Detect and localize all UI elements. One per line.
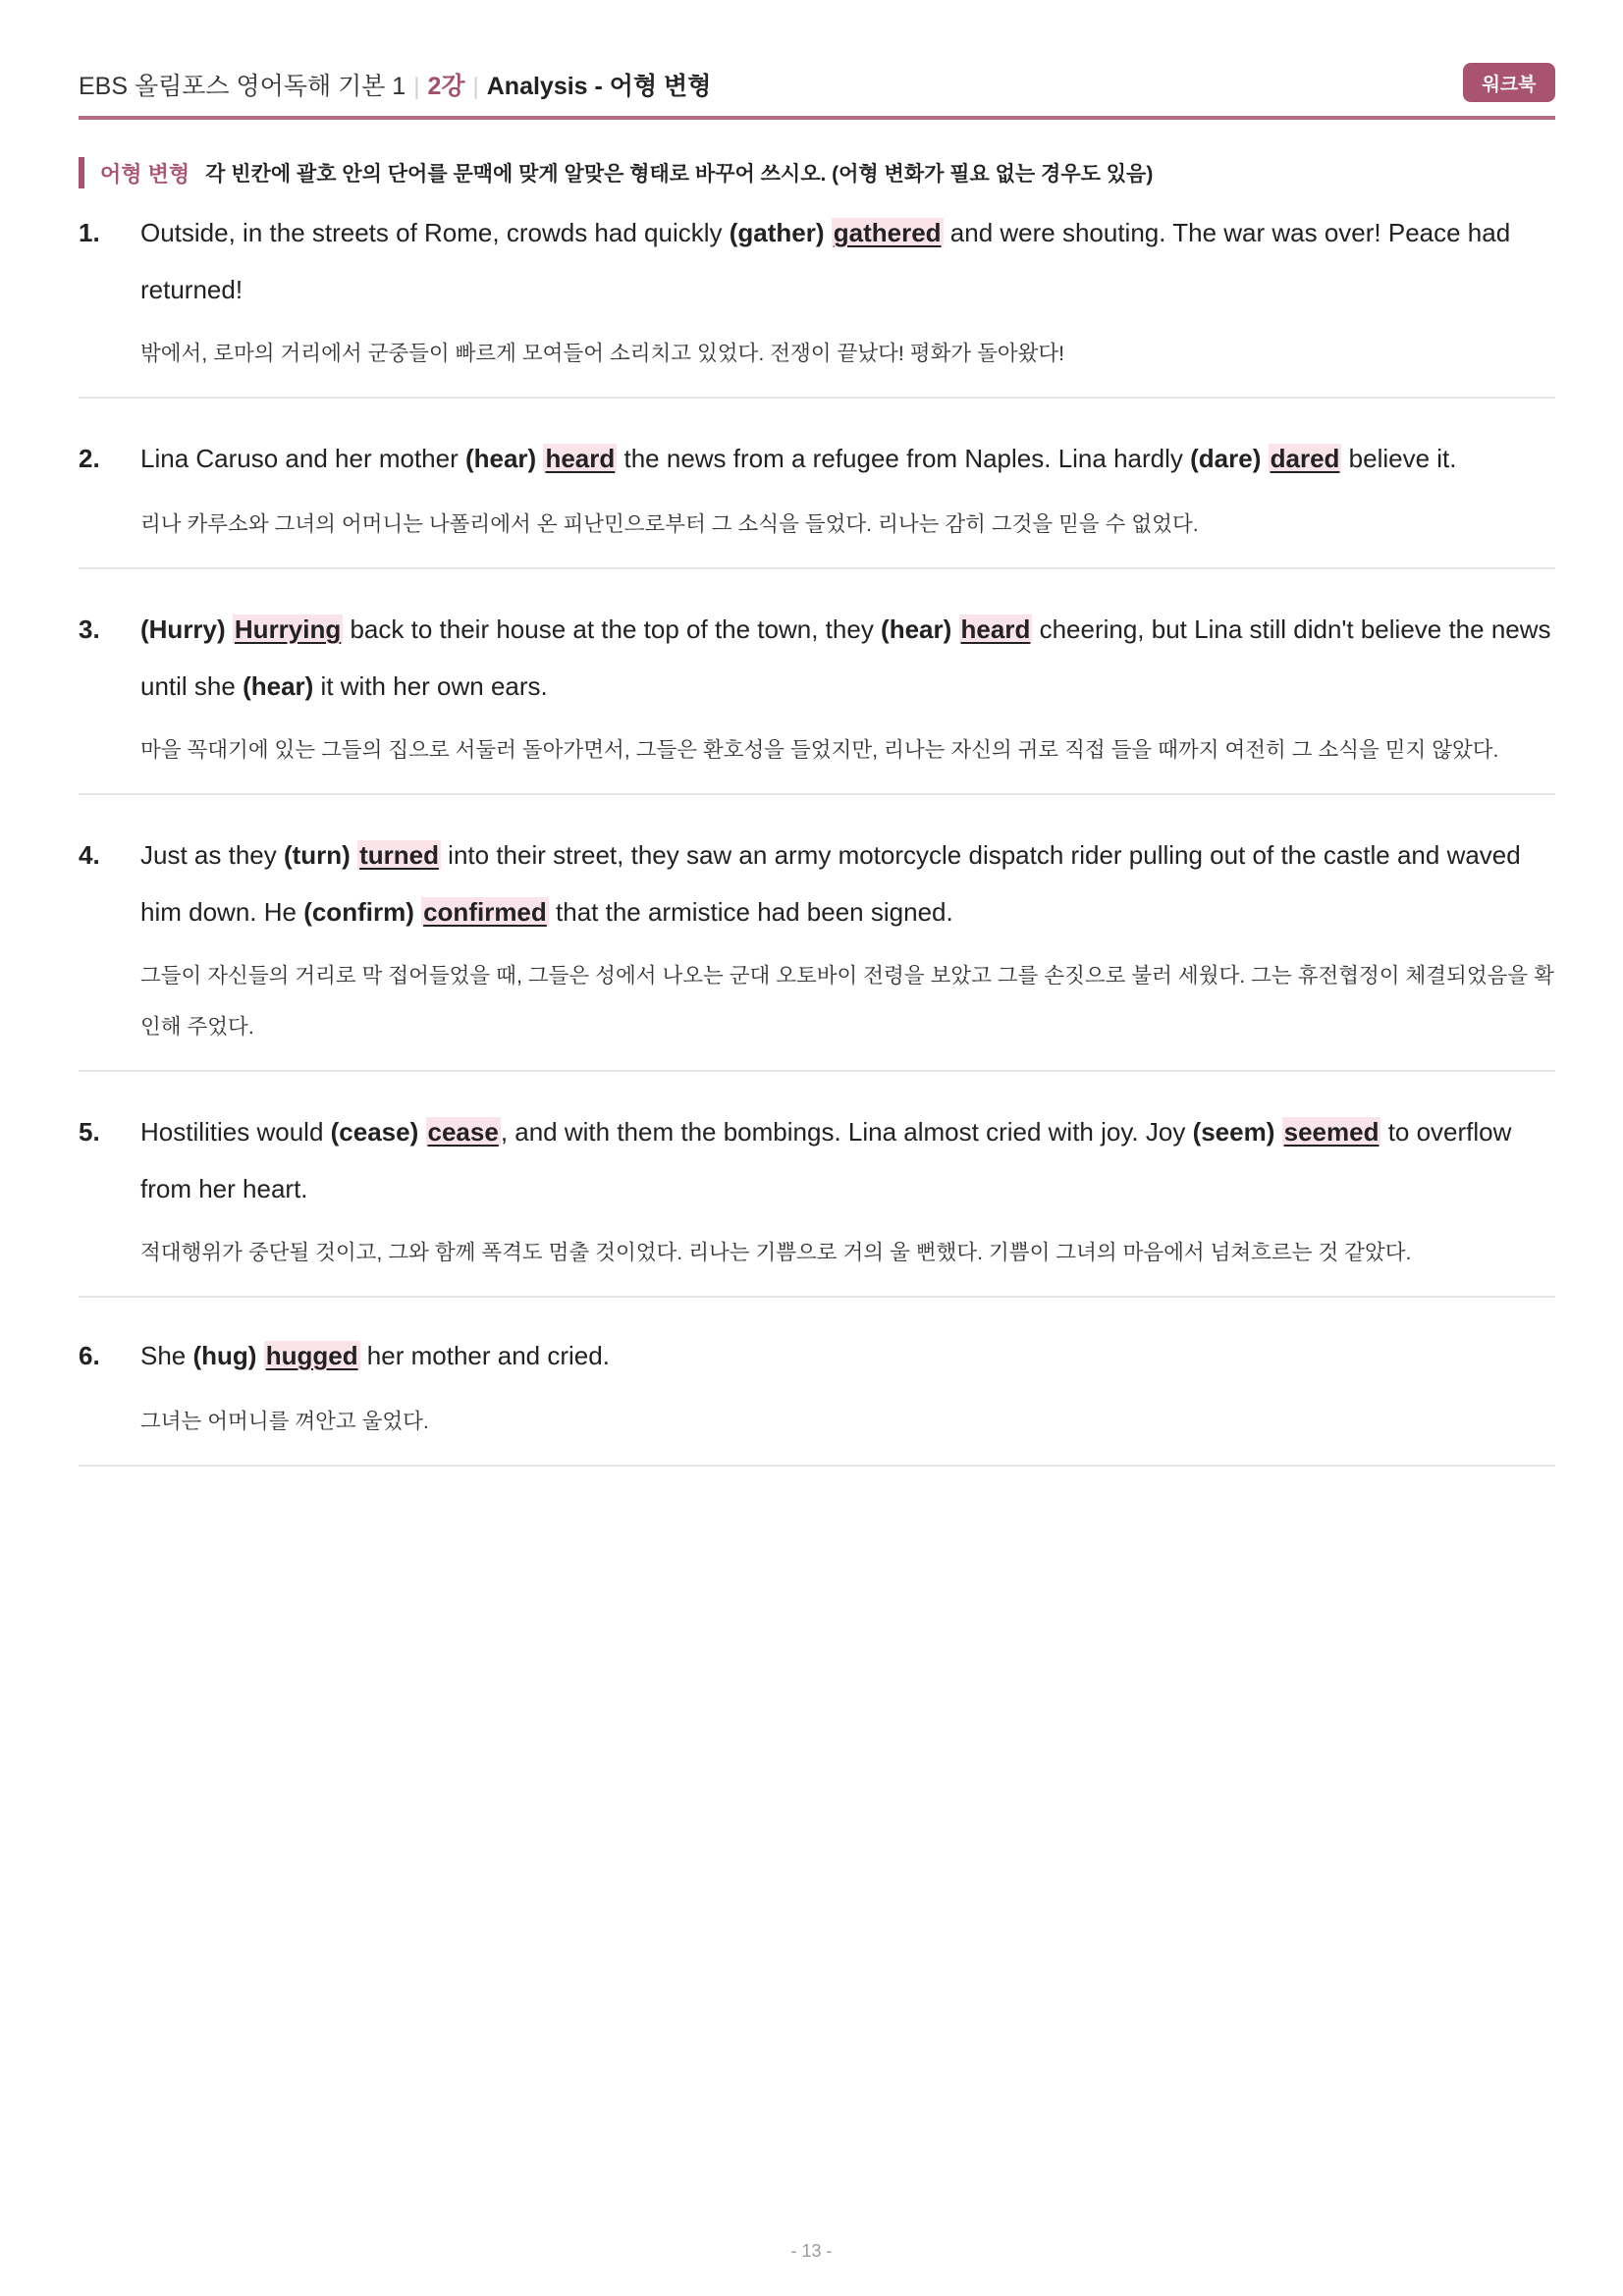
- answer: heard: [960, 614, 1031, 644]
- sentence-text: to overflow from her heart.: [140, 1117, 1512, 1203]
- sentence-text: , and with them the bombings. Lina almost cried with joy. Joy: [500, 1117, 1193, 1147]
- korean-translation: 마을 꼭대기에 있는 그들의 집으로 서둘러 돌아가면서, 그들은 환호성을 들었지만, 리나는 자신의 귀로 직접 들을 때까지 여전히 그 소식을 믿지 않았다.: [140, 738, 1499, 762]
- word-cue: (hug): [192, 1341, 257, 1370]
- answer: Hurrying: [234, 614, 342, 644]
- english-sentence: [140, 204, 1554, 318]
- sentence-text: cheering, but Lina still didn't believe the news until she: [140, 614, 1551, 701]
- item-number: 2.: [79, 444, 100, 473]
- word-cue: (dare): [1190, 444, 1262, 473]
- word-cue: (hear): [243, 671, 314, 701]
- answer: hugged: [265, 1341, 358, 1370]
- sentence-text: the news from a refugee from Naples. Lina hardly: [617, 444, 1191, 473]
- sentence-text: into their street, they saw an army motorcycle dispatch rider pulling out of the castle and waved him down. He: [140, 840, 1521, 927]
- word-cue: (gather): [729, 218, 825, 247]
- english-sentence: [140, 601, 1554, 715]
- header-divider: [79, 116, 1555, 120]
- korean-translation: 적대행위가 중단될 것이고, 그와 함께 폭격도 멈출 것이었다. 리나는 기쁨으로 거의 울 뻔했다. 기쁨이 그녀의 마음에서 넘쳐흐르는 것 같았다.: [140, 1241, 1412, 1264]
- sentence-text: back to their house at the top of the town, they: [343, 614, 882, 644]
- word-cue: (hear): [464, 444, 537, 473]
- item-divider: [79, 1296, 1555, 1298]
- header-separator: |: [413, 74, 420, 100]
- page-number: - 13 -: [790, 2241, 833, 2261]
- item-number: 3.: [79, 614, 100, 644]
- answer: turned: [359, 840, 439, 870]
- item-divider: [79, 397, 1555, 399]
- sentence-text: Just as they: [140, 840, 284, 870]
- sentence-text: She: [140, 1341, 193, 1370]
- item-number: 6.: [79, 1341, 100, 1370]
- instruction-text: 각 빈칸에 괄호 안의 단어를 문맥에 맞게 알맞은 형태로 바꾸어 쓰시오. (어형 변화가 필요 없는 경우도 있음): [205, 163, 1154, 186]
- item-divider: [79, 567, 1555, 569]
- answer: gathered: [833, 218, 942, 247]
- word-cue: (hear): [881, 614, 952, 644]
- workbook-badge: 워크북: [1463, 63, 1555, 102]
- instruction-bar: [79, 157, 84, 188]
- english-sentence: [140, 1327, 1554, 1384]
- item-number: 5.: [79, 1117, 100, 1147]
- page-header: [79, 63, 1555, 118]
- korean-translation: 리나 카루소와 그녀의 어머니는 나폴리에서 온 피난민으로부터 그 소식을 들었다. 리나는 감히 그것을 믿을 수 없었다.: [140, 512, 1199, 536]
- answer: dared: [1270, 444, 1340, 473]
- sentence-text: it with her own ears.: [313, 671, 548, 701]
- word-cue: (cease): [330, 1117, 419, 1147]
- word-cue: (confirm): [303, 897, 414, 927]
- sentence-text: and were shouting. The war was over! Peace had returned!: [140, 218, 1511, 304]
- item-divider: [79, 1070, 1555, 1072]
- word-cue: (Hurry): [140, 614, 226, 644]
- word-cue: (seem): [1192, 1117, 1275, 1147]
- instruction-label: 어형 변형: [100, 161, 190, 187]
- sentence-text: believe it.: [1341, 444, 1457, 473]
- english-sentence: [140, 1103, 1554, 1217]
- sentence-text: Hostilities would: [140, 1117, 331, 1147]
- lesson-number: 2강: [427, 73, 465, 100]
- item-number: 1.: [79, 218, 100, 247]
- header-title: [79, 67, 711, 102]
- english-sentence: [140, 430, 1554, 487]
- section-title: Analysis - 어형 변형: [486, 73, 712, 100]
- book-title: EBS 올림포스 영어독해 기본 1: [79, 73, 406, 100]
- answer: heard: [545, 444, 616, 473]
- answer: cease: [427, 1117, 499, 1147]
- item-number: 4.: [79, 840, 100, 870]
- instruction: [79, 157, 1555, 188]
- header-separator: |: [472, 74, 479, 100]
- korean-translation: 그녀는 어머니를 껴안고 울었다.: [140, 1410, 429, 1433]
- sentence-text: that the armistice had been signed.: [548, 897, 953, 927]
- english-sentence: [140, 827, 1554, 940]
- item-divider: [79, 1465, 1555, 1467]
- sentence-text: Lina Caruso and her mother: [140, 444, 465, 473]
- word-cue: (turn): [283, 840, 351, 870]
- item-divider: [79, 793, 1555, 795]
- answer: seemed: [1283, 1117, 1380, 1147]
- korean-translation: 밖에서, 로마의 거리에서 군중들이 빠르게 모여들어 소리치고 있었다. 전쟁이 끝났다! 평화가 돌아왔다!: [140, 342, 1065, 365]
- answer: confirmed: [423, 897, 547, 927]
- sentence-text: Outside, in the streets of Rome, crowds had quickly: [140, 218, 730, 247]
- sentence-text: her mother and cried.: [359, 1341, 610, 1370]
- korean-translation: 그들이 자신들의 거리로 막 접어들었을 때, 그들은 성에서 나오는 군대 오토바이 전령을 보았고 그를 손짓으로 불러 세웠다. 그는 휴전협정이 체결되었음을 확인해 주었다.: [140, 964, 1554, 1039]
